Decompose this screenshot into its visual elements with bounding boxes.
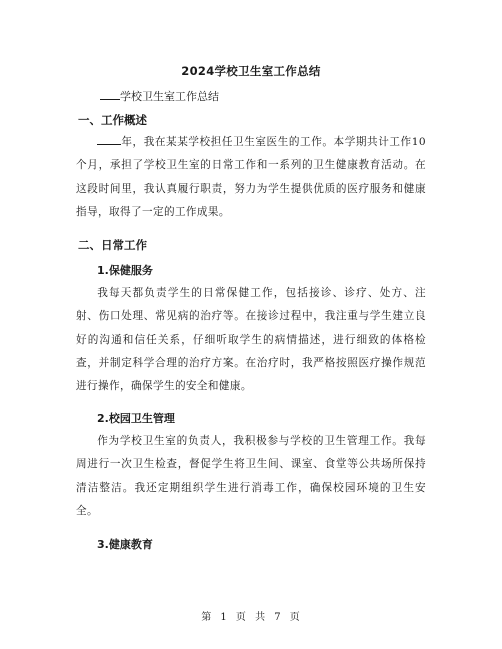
overview-paragraph — [76, 131, 426, 224]
year-blank-underline — [97, 133, 121, 145]
page-footer: 第 1 页 共 7 页 — [201, 612, 301, 623]
campus-hygiene-paragraph: 作为学校卫生室的负责人，我积极参与学校的卫生管理工作。我每周进行一次卫生检查，督促学生将卫生间、课室、食堂等公共场所保持清洁整洁。我还定期组织学生进行消毒工作，确保校园环境的卫生安全。 — [76, 435, 426, 517]
health-service-paragraph: 我每天都负责学生的日常保健工作，包括接诊、诊疗、处方、注射、伤口处理、常见病的治疗等。在接诊过程中，我注重与学生建立良好的沟通和信任关系，仔细听取学生的病情描述，进行细致的体格检查，并制定科学合理的治疗方案。在治疗时，我严格按照医疗操作规范进行操作，确保学生的安全和健康。 — [76, 287, 426, 393]
subtitle-text: 学校卫生室工作总结 — [120, 90, 219, 103]
section-heading-overview: 一、工作概述 — [78, 113, 147, 127]
subtitle-line — [100, 88, 219, 104]
section-heading-daily-work: 二、日常工作 — [78, 238, 147, 252]
page-title: 2024学校卫生室工作总结 — [181, 64, 321, 78]
subsection-heading-health-service: 1.保健服务 — [97, 264, 153, 277]
overview-text: 年，我在某某学校担任卫生室医生的工作。本学期共计工作10个月，承担了学校卫生室的日常工作和一系列的卫生健康教育活动。在这段时间里，我认真履行职责，努力为学生提供优质的医疗服务和健康指导，取得了一定的工作成果。 — [76, 136, 426, 218]
blank-underline — [100, 88, 120, 100]
subsection-heading-health-education: 3.健康教育 — [97, 538, 153, 551]
subsection-heading-campus-hygiene: 2.校园卫生管理 — [97, 412, 175, 425]
